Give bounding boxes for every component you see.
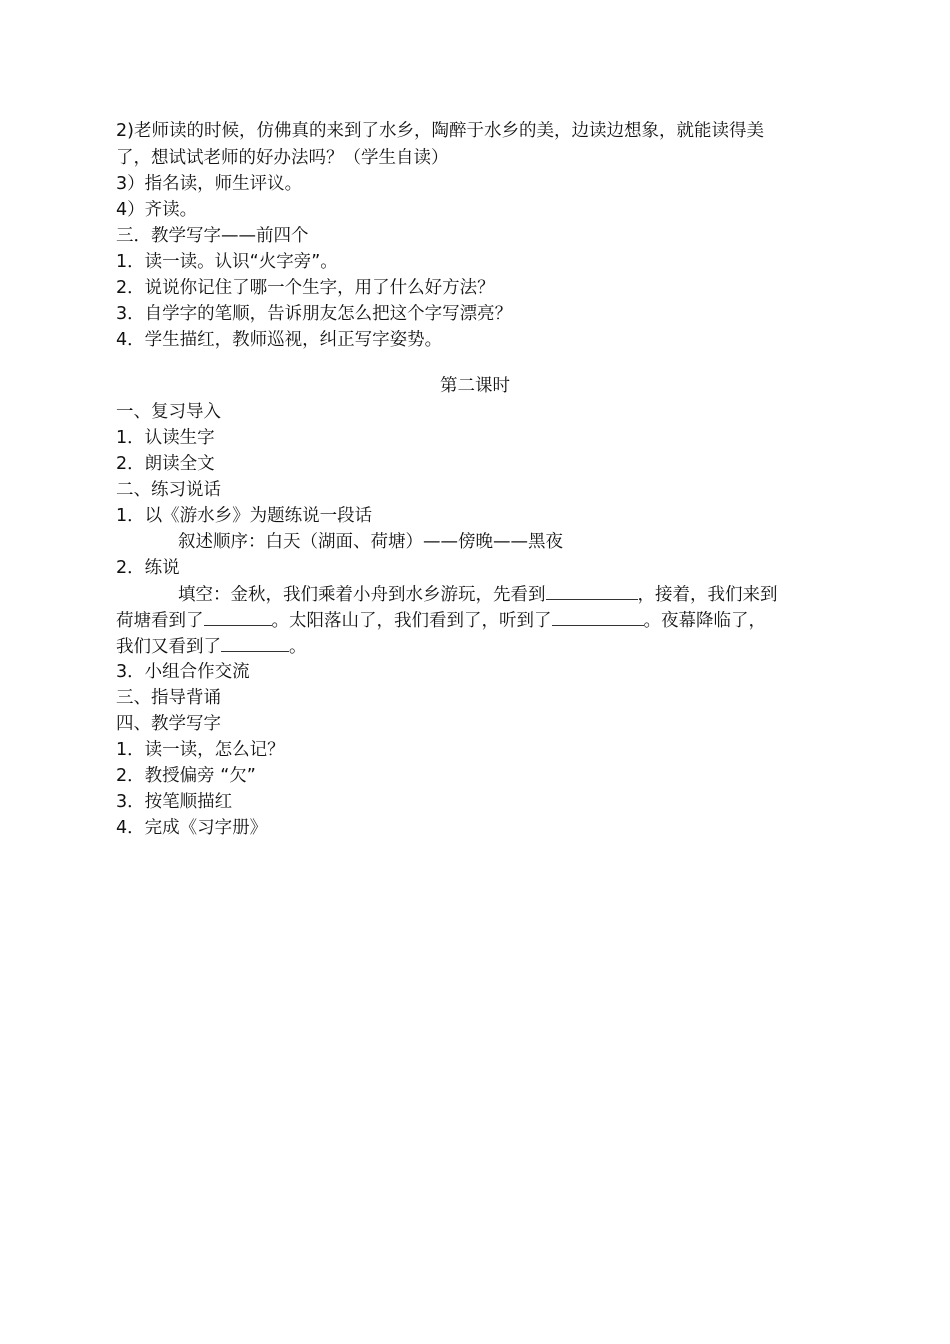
recite-heading: 三、指导背诵 [116,688,221,708]
fill-blank-1 [546,581,638,600]
fill-text-2: ，接着，我们来到 [637,585,778,605]
fill-blank-line-3 [116,633,836,660]
speaking-item-1-sub: 叙述顺序：白天（湖面、荷塘）——傍晚——黑夜 [178,532,563,552]
fill-blank-2 [204,607,272,626]
paragraph-3: 3）指名读，师生评议。 [116,174,303,194]
write-item-4: 4．学生描红，教师巡视，纠正写字姿势。 [116,330,443,350]
paragraph-4: 4）齐读。 [116,200,198,220]
review-heading: 一、复习导入 [116,402,221,422]
fill-blank-4 [221,633,289,652]
writing-item-4: 4．完成《习字册》 [116,818,268,838]
lesson-title: 第二课时 [440,376,510,396]
speaking-item-1: 1．以《游水乡》为题练说一段话 [116,506,373,526]
writing-item-1: 1．读一读，怎么记？ [116,740,285,760]
fill-text-1: 填空：金秋，我们乘着小舟到水乡游玩，先看到 [178,585,546,605]
fill-text-7: 。 [289,637,307,657]
speaking-item-3: 3．小组合作交流 [116,662,250,682]
speaking-heading: 二、练习说话 [116,480,221,500]
fill-text-4: 。太阳落山了，我们看到了，听到了 [271,611,552,631]
fill-text-5: 。夜幕降临了， [643,611,766,631]
fill-blank-line-2 [116,607,836,634]
review-item-2: 2．朗读全文 [116,454,215,474]
write-item-1: 1．读一读。认识“火字旁”。 [116,252,338,272]
fill-blank-3 [552,607,644,626]
paragraph-2-line-2: 了，想试试老师的好办法吗？（学生自读） [116,148,449,168]
writing-item-2: 2．教授偏旁 “欠” [116,766,256,786]
paragraph-2-line-1: 2)老师读的时候，仿佛真的来到了水乡，陶醉于水乡的美，边读边想象，就能读得美 [116,121,764,141]
fill-blank-line-1 [178,581,898,608]
write-item-3: 3．自学字的笔顺，告诉朋友怎么把这个字写漂亮？ [116,304,513,324]
speaking-item-2: 2．练说 [116,558,180,578]
writing-item-3: 3．按笔顺描红 [116,792,233,812]
fill-text-3: 荷塘看到了 [116,611,204,631]
write-item-2: 2．说说你记住了哪一个生字，用了什么好方法？ [116,278,495,298]
write-heading: 三．教学写字——前四个 [116,226,309,246]
writing-heading: 四、教学写字 [116,714,221,734]
fill-text-6: 我们又看到了 [116,637,221,657]
review-item-1: 1．认读生字 [116,428,215,448]
